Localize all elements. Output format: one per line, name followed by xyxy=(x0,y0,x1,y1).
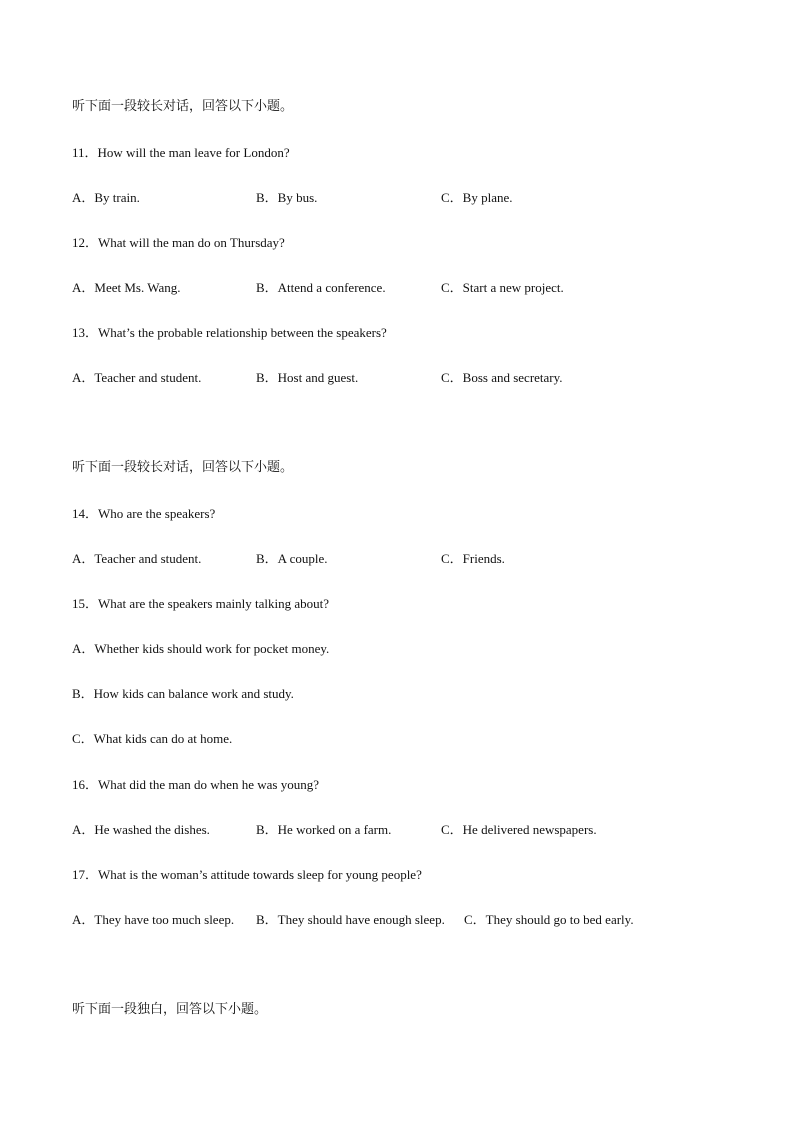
question-text: What’s the probable relationship between the speakers? xyxy=(98,325,387,340)
option-b[interactable]: B．A couple. xyxy=(256,551,328,566)
question-text: What are the speakers mainly talking about? xyxy=(98,596,330,611)
section-heading: 听下面一段较长对话，回答以下小题。 xyxy=(72,99,294,114)
option-b[interactable]: B．By bus. xyxy=(256,190,318,205)
question-11 xyxy=(72,145,290,161)
option-c[interactable]: C．Start a new project. xyxy=(441,280,564,295)
option-c[interactable]: C．What kids can do at home. xyxy=(72,731,233,746)
option-a[interactable]: A．Whether kids should work for pocket money. xyxy=(72,641,330,656)
option-c[interactable]: C．They should go to bed early. xyxy=(464,912,634,927)
question-text: What will the man do on Thursday? xyxy=(98,235,285,250)
question-14 xyxy=(72,506,215,522)
option-b[interactable]: B．He worked on a farm. xyxy=(256,822,392,837)
option-a[interactable]: A．Teacher and student. xyxy=(72,370,202,385)
question-text: Who are the speakers? xyxy=(98,506,216,521)
option-c[interactable]: C．He delivered newspapers. xyxy=(441,822,597,837)
option-b[interactable]: B．Host and guest. xyxy=(256,370,359,385)
option-c[interactable]: C．Friends. xyxy=(441,551,505,566)
question-text: What did the man do when he was young? xyxy=(98,777,319,792)
question-number: 17． xyxy=(72,867,99,882)
question-text: What is the woman’s attitude towards sleep for young people? xyxy=(98,867,422,882)
question-15 xyxy=(72,596,329,612)
question-number: 14． xyxy=(72,506,99,521)
option-b[interactable]: B．How kids can balance work and study. xyxy=(72,686,294,701)
question-13 xyxy=(72,325,387,341)
question-number: 15． xyxy=(72,596,99,611)
question-number: 12． xyxy=(72,235,99,250)
question-16 xyxy=(72,777,319,793)
question-number: 11． xyxy=(72,145,98,160)
question-number: 13． xyxy=(72,325,99,340)
option-c[interactable]: C．Boss and secretary. xyxy=(441,370,563,385)
option-a[interactable]: A．By train. xyxy=(72,190,140,205)
option-b[interactable]: B．Attend a conference. xyxy=(256,280,386,295)
option-c[interactable]: C．By plane. xyxy=(441,190,513,205)
question-number: 16． xyxy=(72,777,99,792)
question-12 xyxy=(72,235,285,251)
option-a[interactable]: A．They have too much sleep. xyxy=(72,912,235,927)
option-a[interactable]: A．Meet Ms. Wang. xyxy=(72,280,181,295)
section-heading: 听下面一段较长对话，回答以下小题。 xyxy=(72,460,294,475)
section-heading: 听下面一段独白，回答以下小题。 xyxy=(72,1002,268,1017)
option-a[interactable]: A．Teacher and student. xyxy=(72,551,202,566)
question-17 xyxy=(72,867,422,883)
option-a[interactable]: A．He washed the dishes. xyxy=(72,822,210,837)
option-b[interactable]: B．They should have enough sleep. xyxy=(256,912,445,927)
question-text: How will the man leave for London? xyxy=(97,145,290,160)
